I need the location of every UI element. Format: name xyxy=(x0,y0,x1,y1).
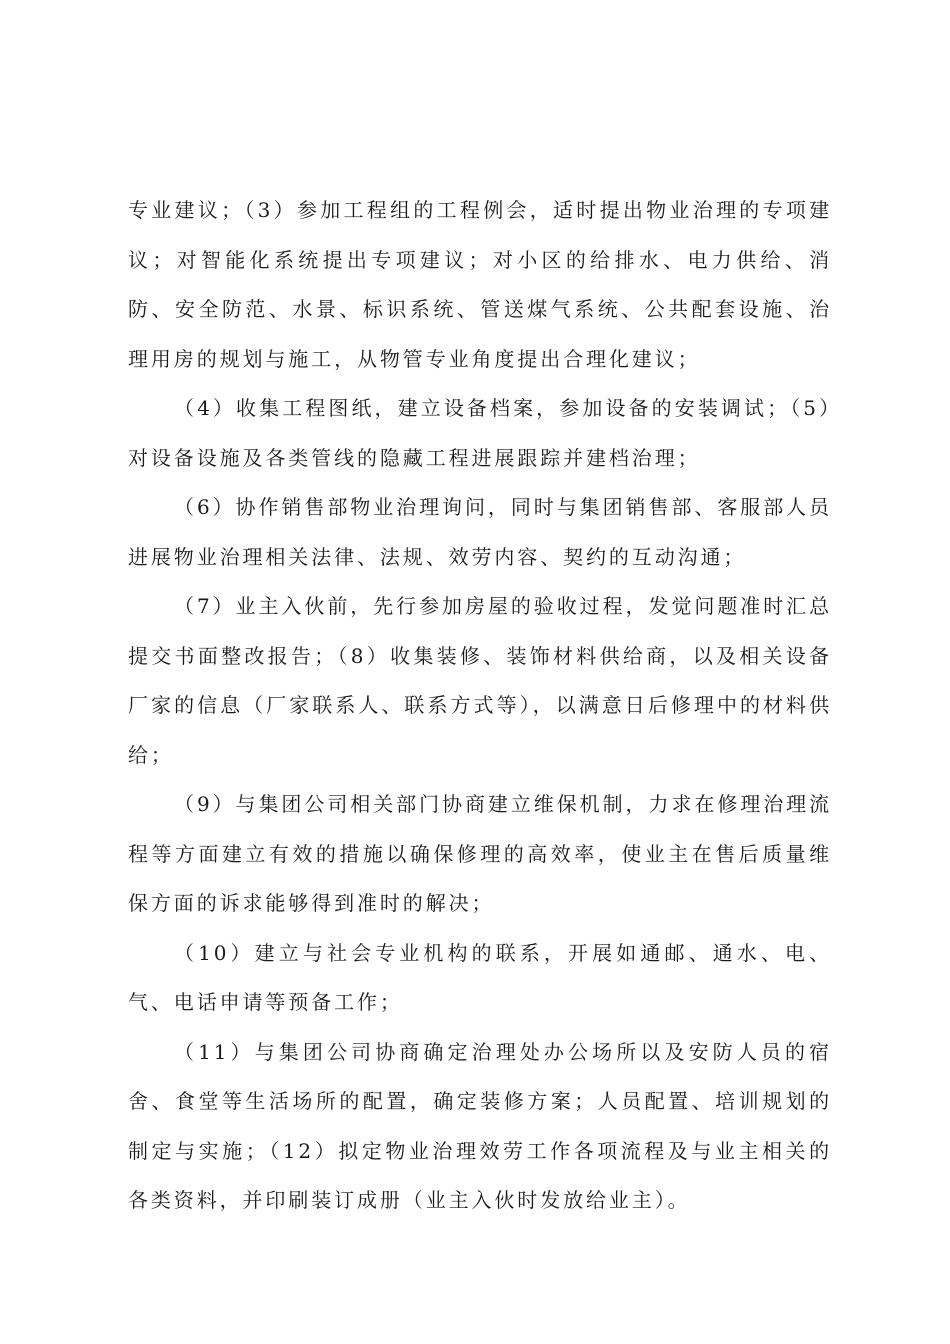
paragraph-6: （10）建立与社会专业机构的联系，开展如通邮、通水、电、气、电话申请等预备工作； xyxy=(128,940,832,1014)
paragraph-5: （9）与集团公司相关部门协商建立维保机制，力求在修理治理流程等方面建立有效的措施以确保修理的高效率，使业主在售后质量维保方面的诉求能够得到准时的解决； xyxy=(128,792,832,915)
paragraph-3: （6）协作销售部物业治理询问，同时与集团销售部、客服部人员进展物业治理相关法律、法规、效劳内容、契约的互动沟通； xyxy=(128,495,832,569)
document-body xyxy=(128,186,832,1226)
paragraph-1: 专业建议；（3）参加工程组的工程例会，适时提出物业治理的专项建议；对智能化系统提出专项建议；对小区的给排水、电力供给、消防、安全防范、水景、标识系统、管送煤气系统、公共配套设施、治理用房的规划与施工，从物管专业角度提出合理化建议； xyxy=(128,198,832,371)
paragraph-7: （11）与集团公司协商确定治理处办公场所以及安防人员的宿舍、食堂等生活场所的配置，确定装修方案；人员配置、培训规划的制定与实施；（12）拟定物业治理效劳工作各项流程及与业主相关的各类资料，并印刷装订成册（业主入伙时发放给业主）。 xyxy=(128,1039,832,1212)
paragraph-4: （7）业主入伙前，先行参加房屋的验收过程，发觉问题准时汇总提交书面整改报告；（8）收集装修、装饰材料供给商，以及相关设备厂家的信息（厂家联系人、联系方式等），以满意日后修理中的材料供给； xyxy=(128,594,832,767)
paragraph-2: （4）收集工程图纸，建立设备档案，参加设备的安装调试；（5）对设备设施及各类管线的隐藏工程进展跟踪并建档治理； xyxy=(128,396,832,470)
